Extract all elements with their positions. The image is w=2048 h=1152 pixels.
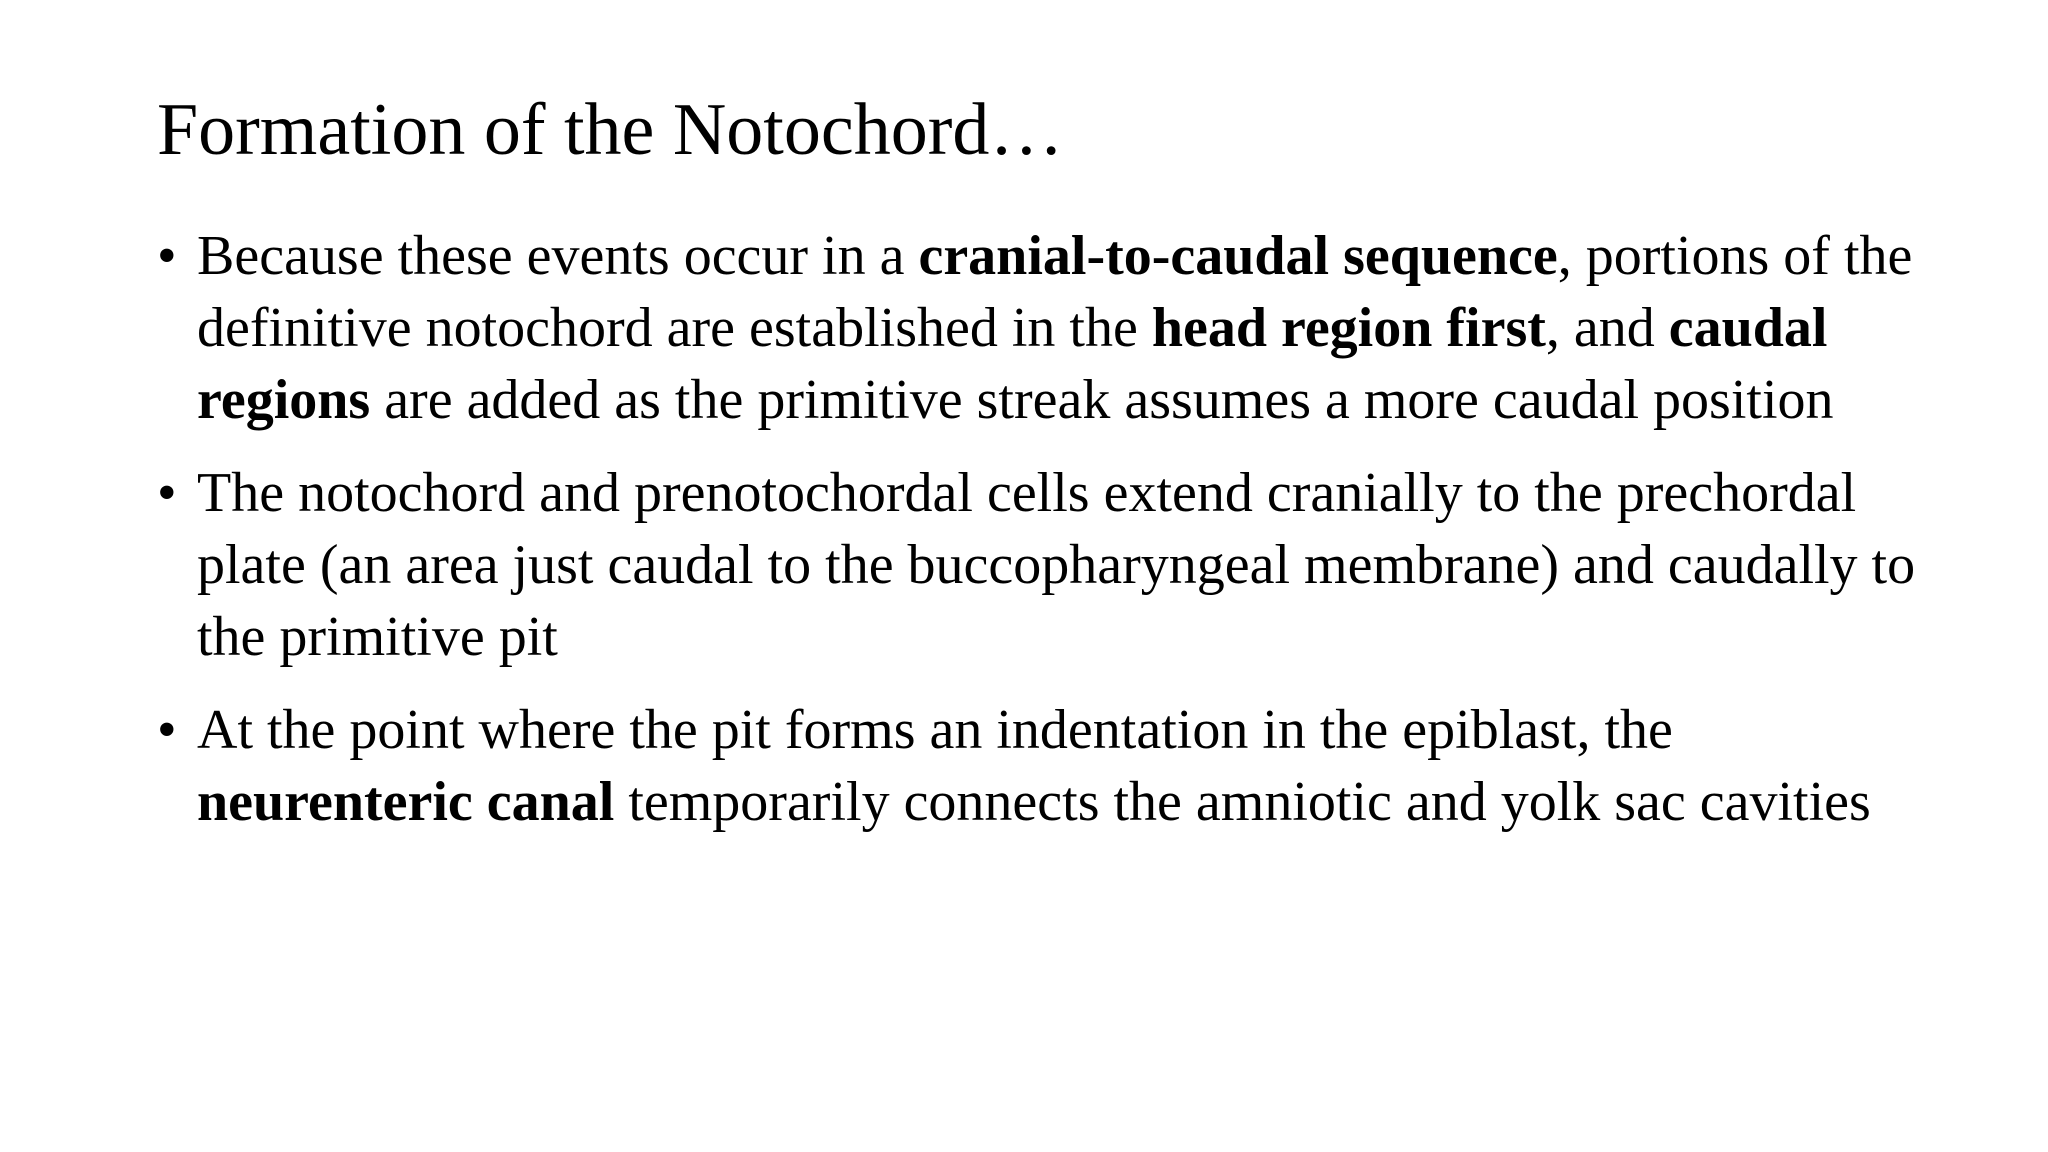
bold-text-segment: caudal regions [197, 297, 1828, 431]
bold-text-segment: cranial-to-caudal sequence [918, 225, 1558, 287]
text-segment: Because these events occur in a [197, 225, 919, 287]
bullet-dot: • [157, 699, 177, 761]
bullet-item [157, 694, 1917, 838]
bullet-dot: • [157, 225, 177, 287]
bullet-text [197, 699, 1871, 833]
text-segment: The notochord and prenotochordal cells extend cranially to the prechordal plate (an area just caudal to the buccopharyngeal membrane) and caudally to the primitive pit [197, 462, 1916, 668]
bullet-item [157, 220, 1917, 436]
slide-title: Formation of the Notochord… [157, 89, 1064, 171]
text-segment: At the point where the pit forms an indentation in the epiblast, the [197, 699, 1673, 761]
text-segment: temporarily connects the amniotic and yolk sac cavities [614, 771, 1871, 833]
bold-text-segment: neurenteric canal [197, 771, 615, 833]
text-segment: are added as the primitive streak assumes a more caudal position [370, 369, 1834, 431]
bold-text-segment: head region first [1151, 297, 1546, 359]
bullet-item [157, 457, 1917, 673]
text-segment: , and [1545, 297, 1669, 359]
bullet-text [197, 225, 1912, 431]
bullet-dot: • [157, 462, 177, 524]
bullet-text [197, 462, 1915, 668]
text-segment: , portions of the definitive notochord are established in the [197, 225, 1913, 359]
bullet-list [157, 220, 1917, 838]
